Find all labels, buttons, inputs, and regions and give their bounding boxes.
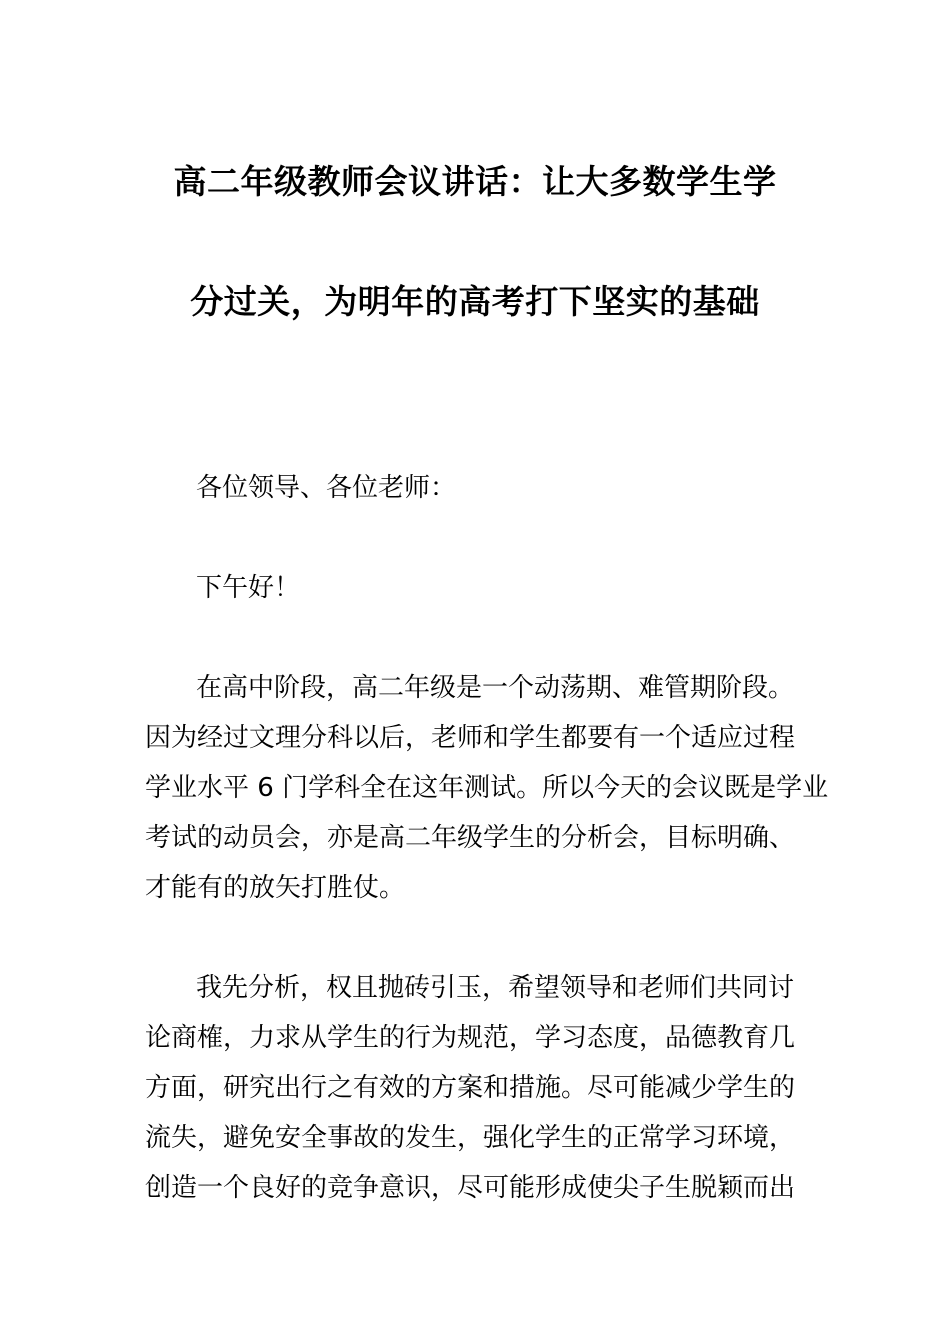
greeting: 下午好！ xyxy=(196,573,301,603)
paragraph2-line: 论商榷，力求从学生的行为规范，学习态度，品德教育几 xyxy=(145,1023,796,1053)
paragraph2-line: 我先分析，权且抛砖引玉，希望领导和老师们共同讨 xyxy=(196,973,795,1003)
paragraph1-line: 学业水平 6 门学科全在这年测试。所以今天的会议既是学业 xyxy=(145,773,829,803)
paragraph1-line: 才能有的放矢打胜仗。 xyxy=(145,873,406,903)
paragraph2-line: 方面，研究出行之有效的方案和措施。尽可能减少学生的 xyxy=(145,1073,796,1103)
paragraph1-line: 在高中阶段，高二年级是一个动荡期、难管期阶段。 xyxy=(196,673,795,703)
paragraph1-line: 因为经过文理分科以后，老师和学生都要有一个适应过程 xyxy=(145,723,796,753)
salutation: 各位领导、各位老师： xyxy=(196,473,457,503)
title-line-2: 分过关，为明年的高考打下坚实的基础 xyxy=(190,282,760,321)
paragraph1-line: 考试的动员会，亦是高二年级学生的分析会，目标明确、 xyxy=(145,823,796,853)
paragraph2-line: 流失，避免安全事故的发生，强化学生的正常学习环境， xyxy=(145,1123,796,1153)
paragraph2-line: 创造一个良好的竞争意识，尽可能形成使尖子生脱颖而出 xyxy=(145,1173,796,1203)
title-line-1: 高二年级教师会议讲话：让大多数学生学 xyxy=(173,162,777,201)
